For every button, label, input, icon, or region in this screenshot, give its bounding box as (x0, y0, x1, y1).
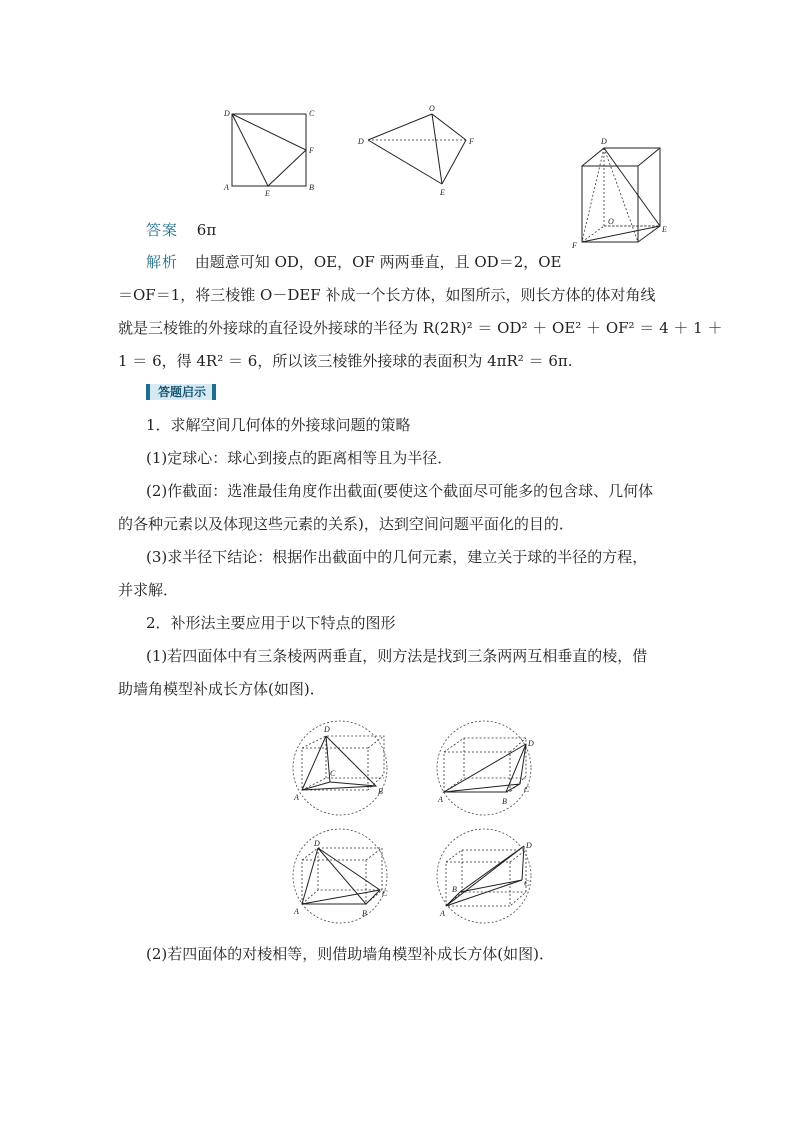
label-E: E (662, 225, 667, 234)
answer-label: 答案 (146, 221, 179, 239)
label-F: F (469, 137, 474, 146)
label-O: O (429, 104, 435, 113)
tip-item1-p2b: 的各种元素以及体现这些元素的关系)，达到空间问题平面化的目的． (118, 515, 574, 533)
label-B: B (378, 787, 383, 796)
label-C: C (382, 889, 388, 898)
answer-value: 6π (196, 221, 217, 239)
label-E: E (265, 189, 270, 198)
label-A: A (440, 909, 445, 918)
label-D: D (224, 109, 230, 118)
label-C: C (330, 769, 336, 778)
tip-item2-title: 2．补形法主要应用于以下特点的图形 (146, 614, 396, 632)
label-B: B (362, 909, 367, 918)
sphere-figure-1 (290, 718, 390, 818)
sphere-figure-4 (434, 826, 534, 926)
label-O: O (608, 217, 614, 226)
tip-item2-p1b: 助墙角模型补成长方体(如图)． (118, 680, 325, 698)
label-B: B (309, 183, 314, 192)
solution-line-1 (146, 252, 562, 272)
tip-item1-p1: (1)定球心：球心到接点的距离相等且为半径． (146, 449, 453, 467)
tip-item2-p2: (2)若四面体的对棱相等，则借助墙角模型补成长方体(如图)． (146, 945, 554, 963)
box-figure (566, 134, 676, 254)
label-F: F (572, 241, 577, 250)
label-A: A (438, 795, 443, 804)
label-E: E (440, 188, 445, 197)
square-figure (222, 104, 322, 200)
solution-line-3: 就是三棱锥的外接球的直径设外接球的半径为 R(2R)² ＝ OD² ＋ OE² ＋ OF² ＝ 4 ＋ 1 ＋ (118, 319, 723, 337)
solution-text-1: 由题意可知 OD，OE，OF 两两垂直，且 OD＝2，OE (194, 253, 562, 271)
tips-badge: 答题启示 (146, 384, 216, 400)
solution-line-2: ＝OF＝1，将三棱锥 O－DEF 补成一个长方体，如图所示，则长方体的体对角线 (118, 286, 656, 304)
solution-line-4: 1 ＝ 6，得 4R² ＝ 6，所以该三棱锥外接球的表面积为 4πR² ＝ 6π. (118, 352, 573, 370)
label-D: D (324, 725, 330, 734)
label-B: B (452, 885, 457, 894)
label-D: D (358, 137, 364, 146)
label-B: B (502, 797, 507, 806)
sphere-figure-2 (434, 718, 534, 818)
label-A: A (294, 793, 299, 802)
sphere-figure-3 (290, 826, 390, 926)
tip-item2-p1a: (1)若四面体中有三条棱两两垂直，则方法是找到三条两两互相垂直的棱，借 (146, 647, 648, 665)
tip-item1-p3b: 并求解． (118, 581, 179, 599)
tip-item1-title: 1．求解空间几何体的外接球问题的策略 (146, 416, 411, 434)
label-C: C (524, 785, 530, 794)
tip-item1-p2a: (2)作截面：选准最佳角度作出截面(要使这个截面尽可能多的包含球、几何体 (146, 482, 654, 500)
label-D: D (314, 839, 320, 848)
answer-line (146, 220, 216, 240)
label-C: C (524, 879, 530, 888)
label-D: D (528, 739, 534, 748)
label-A: A (224, 183, 229, 192)
label-C: C (309, 109, 315, 118)
label-F: F (309, 146, 314, 155)
label-A: A (294, 907, 299, 916)
tetrahedron-figure (356, 102, 482, 198)
label-D: D (601, 137, 607, 146)
solution-label: 解析 (146, 253, 179, 271)
label-D: D (526, 841, 532, 850)
tip-item1-p3a: (3)求半径下结论：根据作出截面中的几何元素，建立关于球的半径的方程， (146, 548, 648, 566)
